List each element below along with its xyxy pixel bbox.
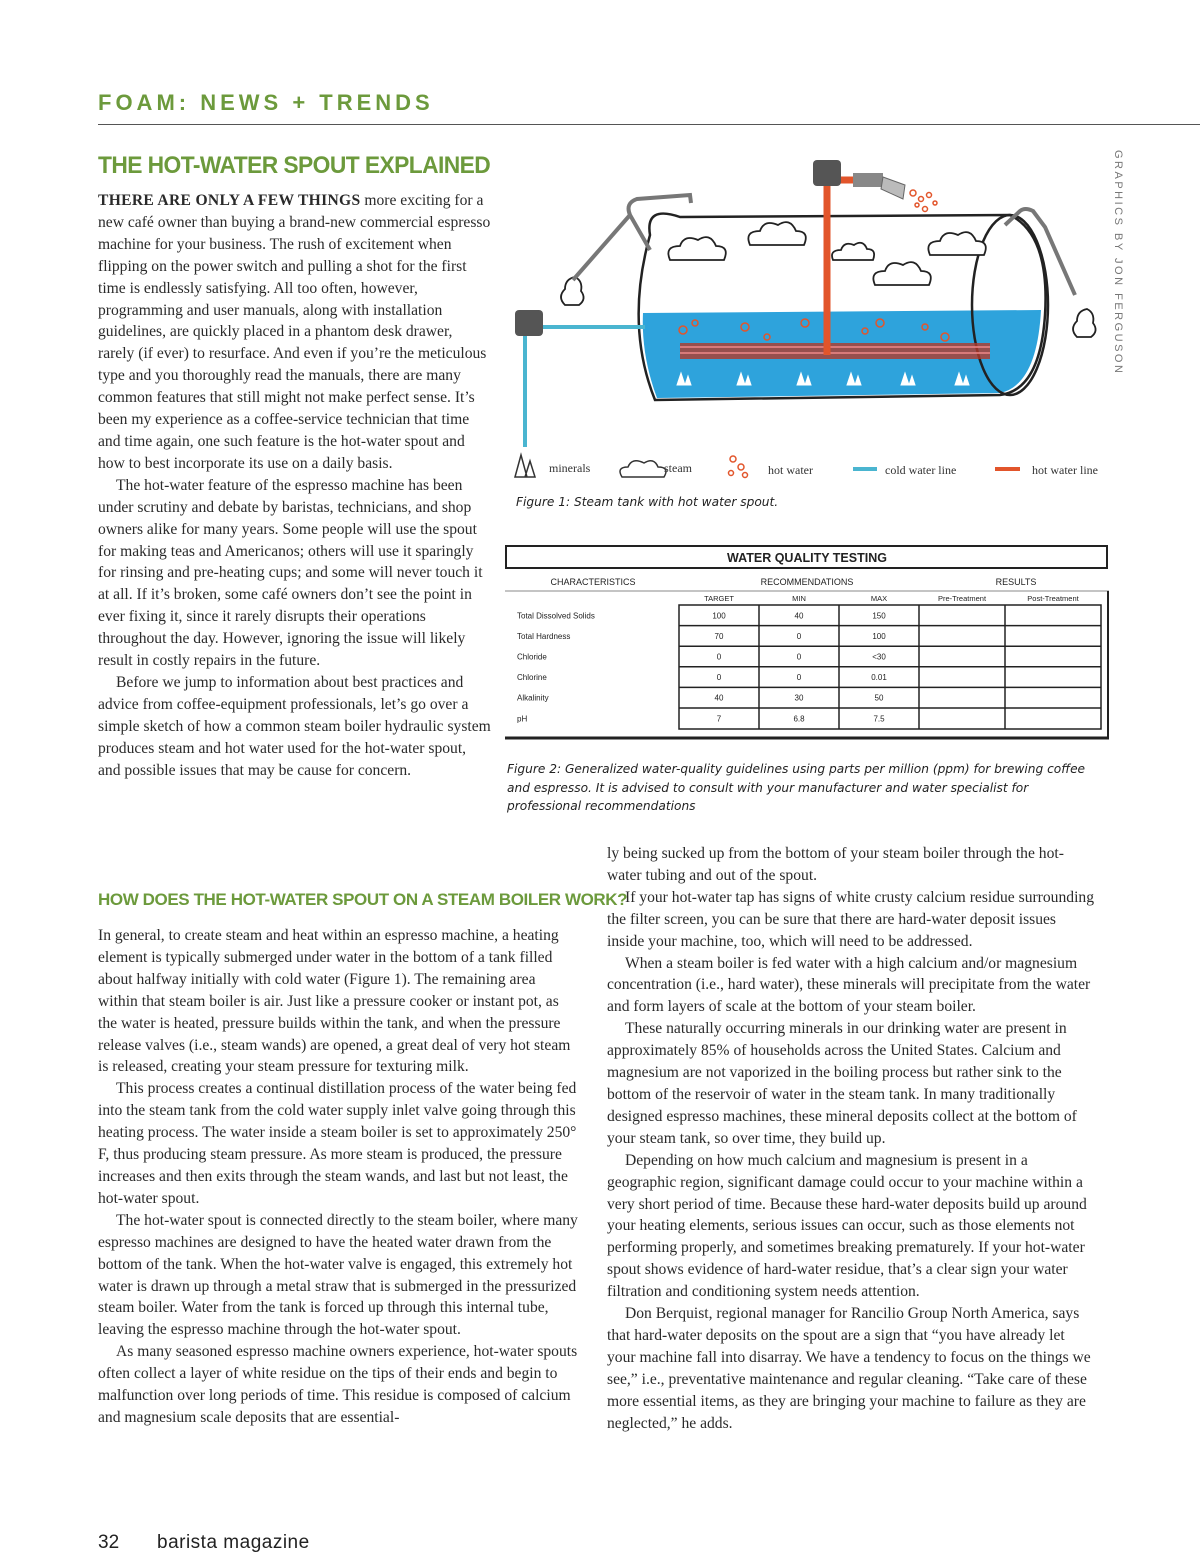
table-cell: 0 xyxy=(796,652,802,662)
table-row xyxy=(517,673,887,682)
group-recommendations: RECOMMENDATIONS xyxy=(760,577,854,587)
table-cell: 70 xyxy=(714,631,724,641)
table-cell: 0.01 xyxy=(871,673,887,683)
table-row xyxy=(517,714,885,723)
table-row-label: pH xyxy=(517,714,528,724)
table-title: WATER QUALITY TESTING xyxy=(727,551,887,565)
table-row-label: Total Hardness xyxy=(517,631,571,641)
body-paragraph: When a steam boiler is fed water with a high calcium and/or magnesium concentration (i.e., hard water), these minerals will precipitate from the water and form layers of scale at the bottom of your steam boiler. xyxy=(607,954,1091,1016)
table-row xyxy=(517,632,886,641)
table-row-label: Chloride xyxy=(517,652,547,662)
cold-water-line xyxy=(515,310,645,447)
table-row-label: Alkalinity xyxy=(517,693,549,703)
lead-in: THERE ARE ONLY A FEW THINGS xyxy=(98,192,361,209)
header-rule xyxy=(98,124,1200,125)
section-header: FOAM: NEWS + TRENDS xyxy=(98,90,434,115)
table-row xyxy=(517,694,884,703)
body-paragraph: This process creates a continual distillation process of the water being fed into the steam tank from the cold water supply inlet valve going through this heating process. The water inside a steam boiler is set to approximately 250° F, thus producing steam pressure. As more steam is produced, the pressure increases and then exits through the steam wands, and last but not least, the hot-water spout. xyxy=(98,1080,577,1207)
body-paragraph: These naturally occurring minerals in our drinking water are present in approximately 85% of households across the United States. Calcium and magnesium are not vaporized in the boiling process but rather sink to the bottom of the reservoir of water in the steam tank. In many traditionally designed espresso machines, these mineral deposits collect at the bottom of your steam tank, so over time, they build up. xyxy=(607,1020,1077,1147)
table-cell: 0 xyxy=(716,652,722,662)
intro-paragraph-2: The hot-water feature of the espresso machine has been under scrutiny and debate by baristas, technicians, and shop owners alike for many years. Some people will use the spout for making teas and Americanos; others will use it sparingly for rinsing and pre-heating cups; and some will never touch it at all. If it’s broken, some café owners don’t see the point in ever fixing it, since it rarely disrupts their operations throughout the day. However, ignoring the issue will likely result in costly repairs in the future. xyxy=(98,476,483,670)
table-column-header: TARGET xyxy=(704,594,734,603)
table-cell: 50 xyxy=(874,693,884,703)
section-subhead: HOW DOES THE HOT-WATER SPOUT ON A STEAM BOILER WORK? xyxy=(98,890,628,909)
table-cell: <30 xyxy=(872,652,886,662)
body-column-right xyxy=(607,843,1095,1434)
table-cell: 0 xyxy=(716,673,722,683)
graphics-credit: GRAPHICS BY JON FERGUSON xyxy=(1112,150,1124,376)
table-column-header: Post-Treatment xyxy=(1027,594,1079,603)
legend-hot-water-line: hot water line xyxy=(1032,463,1098,477)
article-title: THE HOT-WATER SPOUT EXPLAINED xyxy=(98,152,491,179)
table-row-label: Total Dissolved Solids xyxy=(517,611,595,621)
table-row xyxy=(517,653,886,662)
table-cell: 0 xyxy=(796,631,802,641)
table-cell: 100 xyxy=(712,611,726,621)
legend-minerals: minerals xyxy=(549,461,591,475)
figure-1-illustration xyxy=(505,155,1117,485)
table-row-label: Chlorine xyxy=(517,673,547,683)
body-paragraph: If your hot-water tap has signs of white crusty calcium residue surrounding the filter screen, you can be sure that there are hard-water deposit issues inside your machine, too, which will need to be addressed. xyxy=(607,888,1094,950)
body-paragraph: As many seasoned espresso machine owners experience, hot-water spouts often collect a layer of white residue on the tips of their ends and begin to malfunction over long periods of time. This residue is composed of calcium and magnesium scale deposits that are essential- xyxy=(98,1343,578,1426)
intro-paragraph-1: THERE ARE ONLY A FEW THINGS more exciting for a new café owner than buying a brand-new commercial espresso machine for your business. The rush of excitement when flipping on the power switch and pulling a shot for the first time is endlessly satisfying. All too often, however, programming and user manuals, along with installation guidelines, are quickly placed in a phantom desk drawer, rarely (if ever) to resurface. And even if you’re the meticulous type and you thoroughly read the manuals, there are many common features that still might not make perfect sense. It’s been my experience as a coffee-service technician that time and time again, one such feature is the hot-water spout and how to best incorporate its use on a daily basis. xyxy=(98,192,491,472)
intro-column xyxy=(98,190,492,781)
figure-2-caption: Figure 2: Generalized water-quality guidelines using parts per million (ppm) for brewing coffee and espresso. It is advised to consult with your manufacturer and water specialist for professional recommendations xyxy=(507,762,1086,813)
page-number: 32 xyxy=(98,1532,120,1553)
group-characteristics: CHARACTERISTICS xyxy=(550,577,636,587)
minerals-icon xyxy=(515,455,535,477)
group-results: RESULTS xyxy=(995,577,1037,587)
intro-paragraph-3: Before we jump to information about best practices and advice from coffee-equipment professionals, let’s go over a simple sketch of how a common steam boiler hydraulic system produces steam and hot water used for the hot-water spout, and possible issues that may be cause for concern. xyxy=(98,673,491,779)
body-paragraph: The hot-water spout is connected directly to the steam boiler, where many espresso machines are designed to have the heated water drawn from the bottom of the tank. When the hot-water valve is engaged, this extremely hot water is drawn up through a metal straw that is submerged in the pressurized steam boiler. Water from the tank is forced up through this internal tube, leaving the espresso machine through the hot-water spout. xyxy=(98,1211,578,1339)
body-paragraph: In general, to create steam and heat within an espresso machine, a heating element is typically submerged under water in the bottom of a tank filled about halfway initially with cold water (Figure 1). The remaining area within that steam boiler is air. Just like a pressure cooker or instant pot, as the water is heated, pressure builds within the tank, and when the pressure release valves (i.e., steam wands) are opened, a great deal of very hot steam is released, creating your steam pressure for texturing milk. xyxy=(98,927,571,1076)
table-column-header: MAX xyxy=(870,594,888,603)
table-cell: 40 xyxy=(714,693,724,703)
figure-1-caption: Figure 1: Steam tank with hot water spout. xyxy=(516,495,779,509)
heating-element xyxy=(680,343,990,359)
table-cell: 0 xyxy=(796,673,802,683)
body-paragraph: Don Berquist, regional manager for Rancilio Group North America, says that hard-water deposits on the spout are a sign that “you have already let your machine fall into disarray. We have a tendency to focus on the things we see,” i.e., preventative maintenance and regular cleaning. “Take care of these more essential items, as they are bringing your machine to failure as they are neglected,” he adds. xyxy=(607,1305,1091,1432)
table-row xyxy=(517,611,886,620)
table-column-header: MIN xyxy=(792,594,806,603)
body-paragraph: Depending on how much calcium and magnesium is present in a geographic region, significant damage could occur to your machine within a very short period of time. Because these hard-water deposits build up around your heating elements, serious issues can occur, such as those elements not performing properly, and sometimes breaking prematurely. If your hot-water spout shows evidence of hard-water residue, that’s a clear sign your water filtration and conditioning system needs attention. xyxy=(607,1151,1087,1301)
table-column-header: Pre-Treatment xyxy=(937,594,987,603)
steam-icon xyxy=(620,461,666,477)
table-cell: 30 xyxy=(794,693,804,703)
magazine-name: barista magazine xyxy=(157,1532,310,1553)
table-cell: 100 xyxy=(872,631,886,641)
table-cell: 7.5 xyxy=(873,714,885,724)
figure-1-legend xyxy=(515,455,1098,478)
table-cell: 6.8 xyxy=(793,714,805,724)
body-column-left xyxy=(98,925,578,1429)
legend-steam: steam xyxy=(664,461,692,475)
legend-hot-water: hot water xyxy=(768,463,813,477)
hot-water-icon xyxy=(729,456,748,478)
body-paragraph: ly being sucked up from the bottom of your steam boiler through the hot-water tubing and out of the spout. xyxy=(607,845,1064,884)
table-cell: 40 xyxy=(794,611,804,621)
water-quality-table xyxy=(505,545,1109,741)
table-cell: 7 xyxy=(716,714,722,724)
legend-cold-water-line: cold water line xyxy=(885,463,957,477)
table-cell: 150 xyxy=(872,611,886,621)
